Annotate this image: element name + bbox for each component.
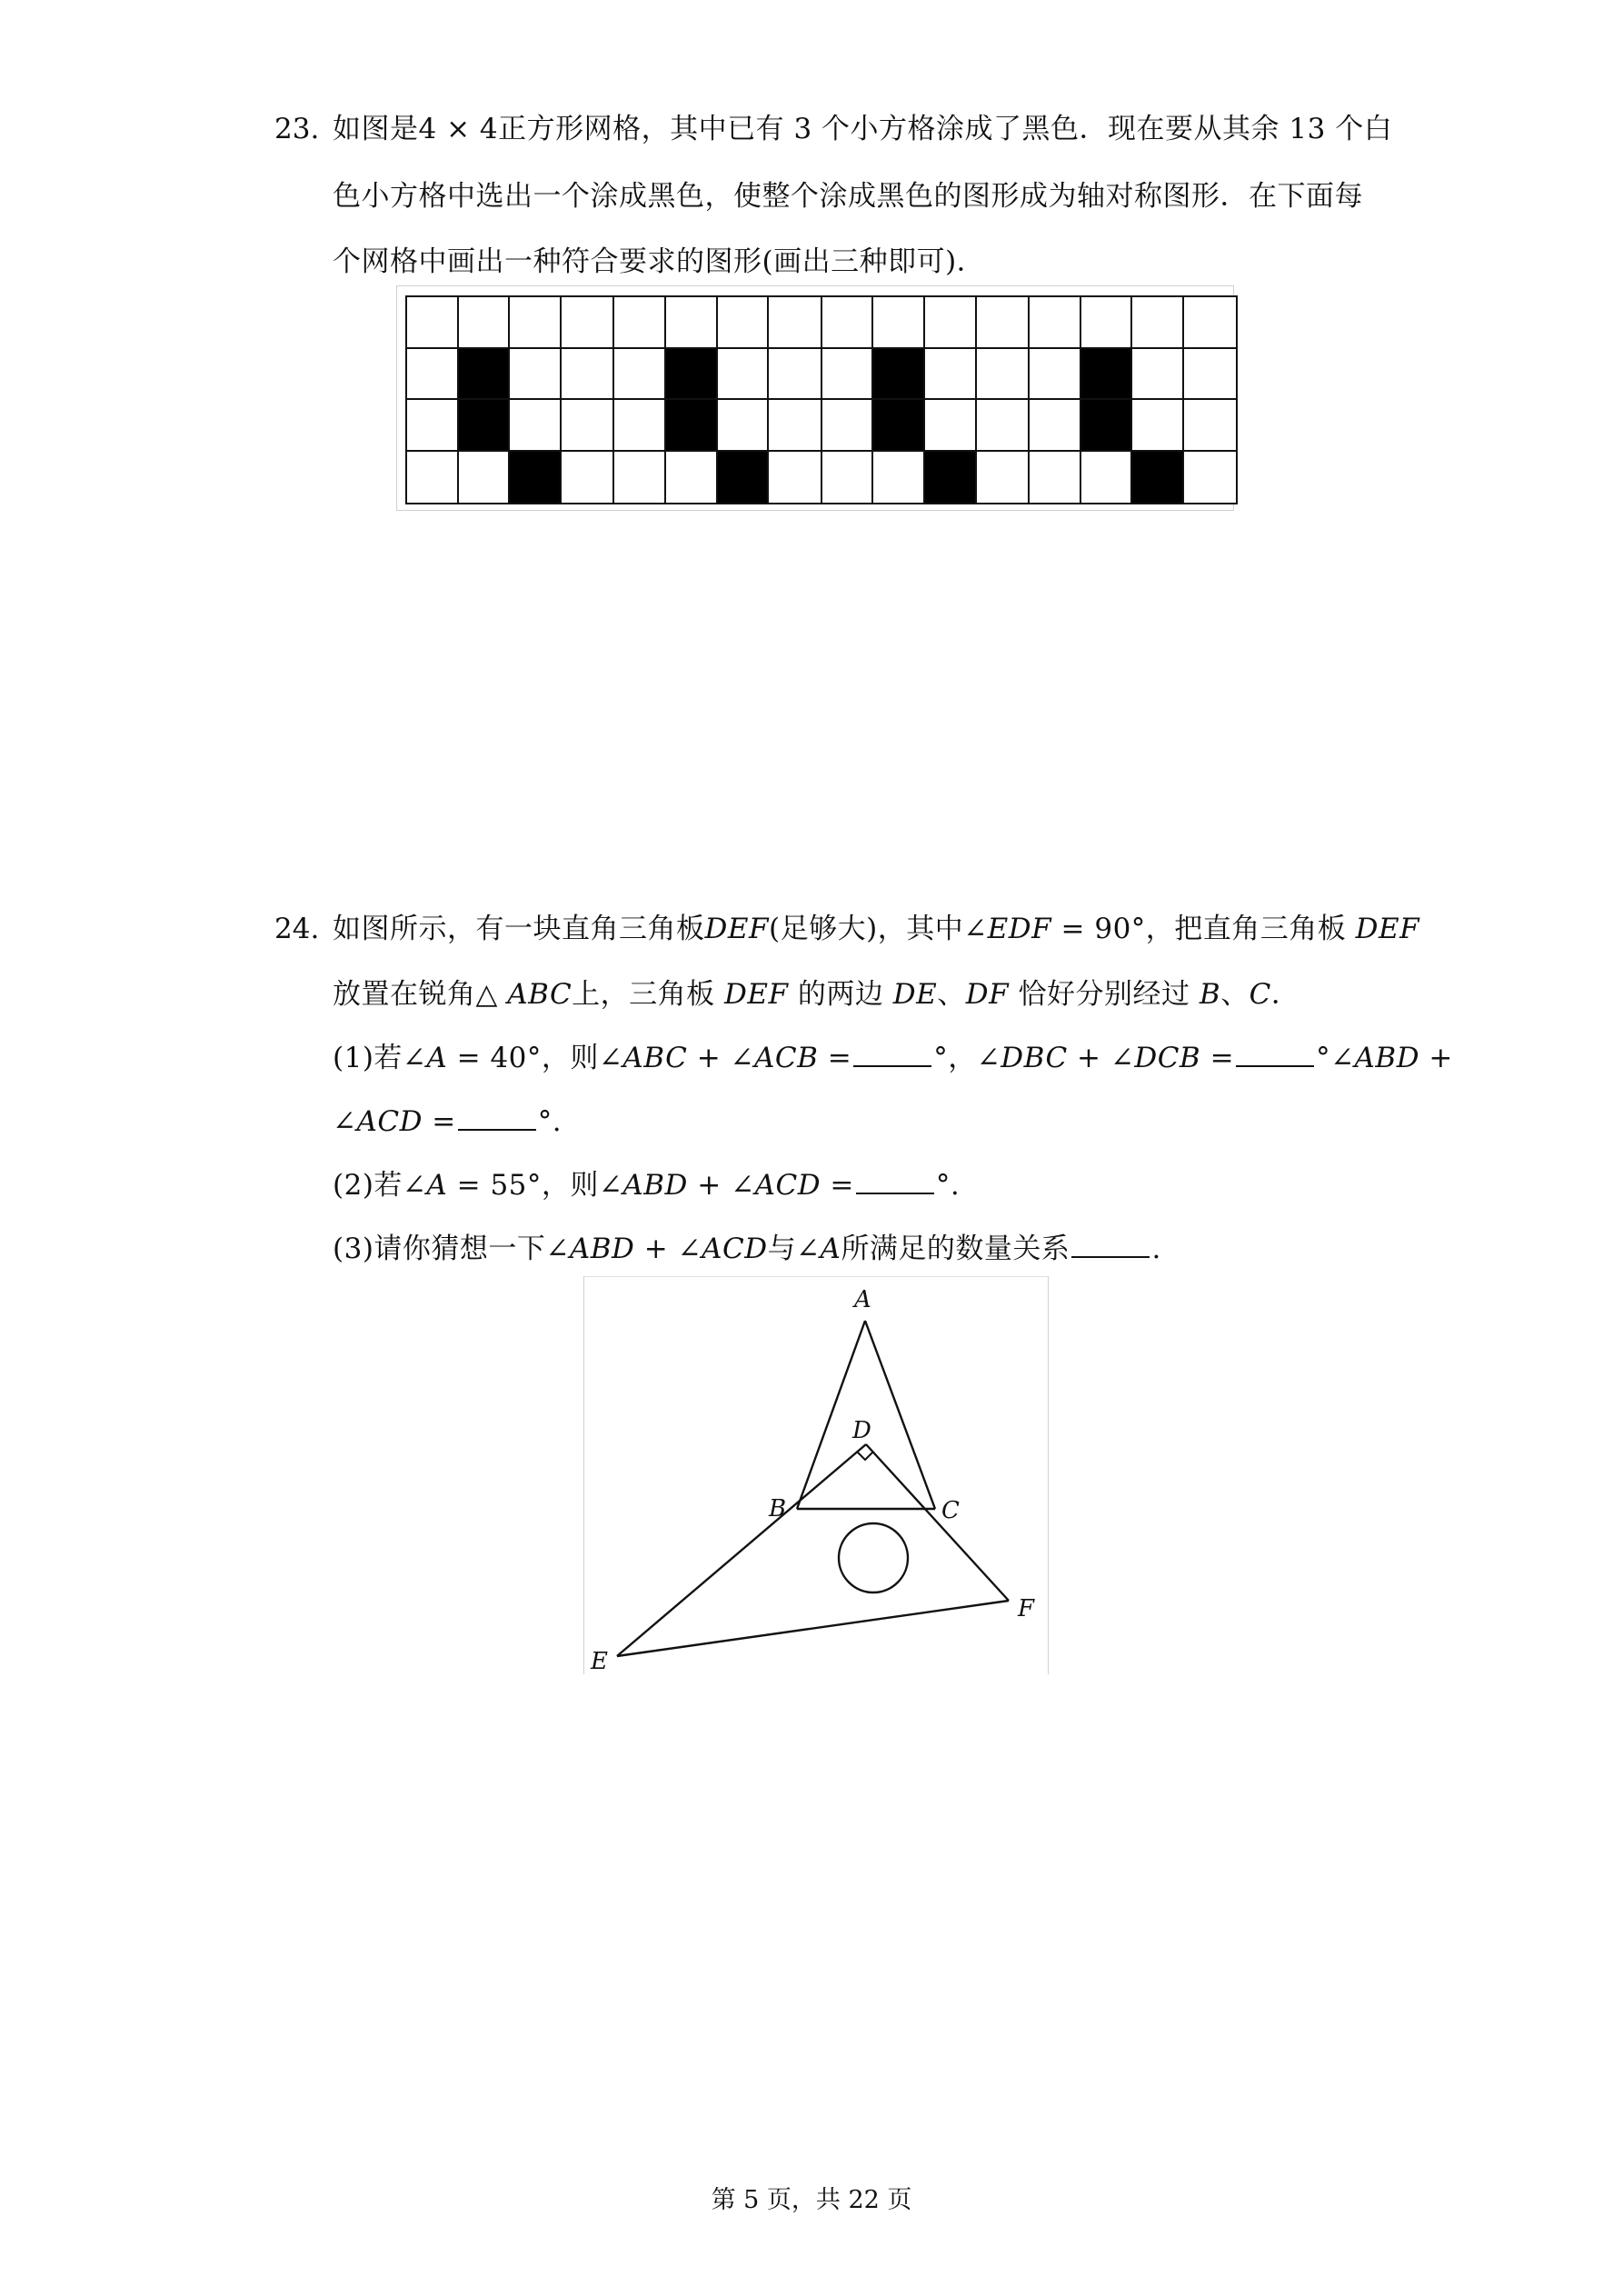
math-text: ABD [1354,1042,1420,1074]
grid-cell-white[interactable] [977,452,1029,504]
math-text: C [1249,978,1271,1011]
grid-cell-white[interactable] [407,400,459,452]
grid-cell-white[interactable] [977,297,1029,349]
grid-cell-white[interactable] [407,297,459,349]
math-text: DE [892,978,938,1011]
text: = [821,1169,854,1202]
grid-cell-white[interactable] [925,349,977,401]
grid-4x4 [822,295,1030,504]
math-text: A [820,1233,841,1265]
grid-cell-black [873,349,925,401]
question-number: 24. [274,913,320,945]
grid-cell-white[interactable] [614,452,666,504]
text: 的两边 [788,978,893,1011]
answer-blank[interactable] [856,1169,934,1194]
text: (1)若∠ [333,1042,427,1074]
text: + ∠ [687,1169,755,1202]
sub-question-2 [333,1167,960,1203]
grid-cell-black [459,400,511,452]
text: °∠ [1316,1042,1355,1074]
math-text: A [426,1169,448,1202]
label-A: A [854,1286,871,1313]
grid-cell-white[interactable] [510,349,562,401]
sub-question-1 [333,1040,1453,1076]
text: = [818,1042,852,1074]
text: °. [537,1105,563,1138]
grid-cell-white[interactable] [1030,349,1081,401]
grid-cell-black [873,400,925,452]
grid-cell-white[interactable] [769,452,821,504]
text: = [1200,1042,1235,1074]
text: 、 [937,978,966,1011]
text: (2)若∠ [333,1169,427,1202]
grid-4x4 [1030,295,1237,504]
math-text: ABD [569,1233,635,1265]
text: 上，三角板 [572,978,725,1011]
grid-cell-white[interactable] [822,297,874,349]
question-text-line: 如图是4 × 4正方形网格，其中已有 3 个小方格涂成了黑色．现在要从其余 13 个白 [333,113,1393,145]
question-text-line: 色小方格中选出一个涂成黑色，使整个涂成黑色的图形成为轴对称图形．在下面每 [333,180,1363,213]
grid-cell-white[interactable] [822,400,874,452]
grid-cell-white[interactable] [666,452,718,504]
grid-cell-white[interactable] [1184,452,1236,504]
grid-cell-white[interactable] [769,349,821,401]
segment-DF [866,1444,1009,1601]
grid-cell-white[interactable] [977,349,1029,401]
grid-cell-white[interactable] [510,400,562,452]
answer-blank[interactable] [1071,1233,1150,1258]
segment-AB [797,1321,865,1509]
triangle-figure [583,1276,1049,1674]
answer-blank[interactable] [853,1042,931,1067]
math-text: ACD [356,1105,423,1138]
grid-cell-white[interactable] [614,297,666,349]
label-F: F [1018,1595,1035,1622]
circle-hole [839,1523,908,1592]
grid-cell-white[interactable] [1184,400,1236,452]
sub-question-3 [333,1231,1161,1267]
grid-cell-white[interactable] [769,400,821,452]
text: °，∠ [933,1042,1001,1074]
text: 与∠ [767,1233,821,1265]
grid-cell-white[interactable] [1184,297,1236,349]
math-text: ABD [622,1169,688,1202]
grid-cell-white[interactable] [1030,400,1081,452]
math-text: DEF [704,913,769,945]
grid-cell-black [666,349,718,401]
text: 如图所示，有一块直角三角板 [333,913,705,945]
grid-cell-white[interactable] [666,297,718,349]
math-text: ABC [622,1042,688,1074]
math-text: ACD [702,1233,768,1265]
label-C: C [941,1497,960,1524]
grid-cell-white[interactable] [459,452,511,504]
grid-cell-white[interactable] [459,297,511,349]
right-angle-mark [857,1452,872,1460]
text: + ∠ [1067,1042,1135,1074]
text: + ∠ [687,1042,755,1074]
grid-cell-white[interactable] [873,297,925,349]
question-text-line [333,976,1299,1013]
answer-blank[interactable] [1236,1042,1314,1067]
grid-4x4 [614,295,821,504]
grid-cell-white[interactable] [1081,452,1133,504]
grid-cell-black [666,400,718,452]
grid-cell-white[interactable] [769,297,821,349]
math-text: ABC [507,978,573,1011]
grid-cell-white[interactable] [1030,297,1081,349]
segment-EF [617,1601,1009,1656]
answer-blank[interactable] [458,1105,536,1131]
label-D: D [852,1417,871,1444]
text: 所满足的数量关系 [841,1233,1070,1265]
question-text-line: 个网格中画出一种符合要求的图形(画出三种即可)． [333,245,986,278]
text: = [422,1105,456,1138]
grid-cell-white[interactable] [1132,400,1184,452]
text: = 40°，则∠ [447,1042,623,1074]
grid-cell-white[interactable] [1081,297,1133,349]
math-text: DBC [1001,1042,1068,1074]
text: °. [935,1169,961,1202]
text: + ∠ [634,1233,702,1265]
grid-cell-white[interactable] [614,400,666,452]
grid-cell-white[interactable] [562,297,613,349]
page-footer: 第 5 页，共 22 页 [711,2186,912,2214]
math-text: DF [965,978,1010,1011]
grid-cell-white[interactable] [562,349,613,401]
math-text: DEF [1355,913,1420,945]
grid-cell-black [925,452,977,504]
question-text-line [333,911,1419,947]
text: (3)请你猜想一下∠ [333,1233,570,1265]
text: (足够大)，其中∠ [769,913,988,945]
grid-cell-white[interactable] [873,452,925,504]
grid-cell-white[interactable] [562,400,613,452]
math-text: B [1199,978,1221,1011]
label-E: E [591,1648,608,1674]
grid-cell-white[interactable] [1184,349,1236,401]
math-text: ACB [754,1042,819,1074]
grid-cell-white[interactable] [822,452,874,504]
math-text: DEF [724,978,789,1011]
grid-cell-white[interactable] [718,297,770,349]
segment-DE [617,1444,866,1656]
text: + [1419,1042,1453,1074]
grid-cell-white[interactable] [822,349,874,401]
grid-4x4 [405,295,614,504]
grid-cell-white[interactable] [1030,452,1081,504]
grid-cell-white[interactable] [407,349,459,401]
text: 放置在锐角△ [333,978,508,1011]
text: 恰好分别经过 [1009,978,1200,1011]
grid-cell-white[interactable] [1132,349,1184,401]
grid-cell-white[interactable] [407,452,459,504]
grid-cell-white[interactable] [562,452,613,504]
grid-cell-black [1081,400,1133,452]
sub-question-1-cont [333,1103,562,1140]
math-text: DCB [1134,1042,1201,1074]
grid-figure [405,295,1238,504]
grid-cell-white[interactable] [614,349,666,401]
grid-cell-white[interactable] [1132,297,1184,349]
text: ∠ [333,1105,357,1138]
text: 、 [1220,978,1250,1011]
grid-cell-black [459,349,511,401]
grid-cell-white[interactable] [925,297,977,349]
grid-cell-black [1081,349,1133,401]
text: = 55°，则∠ [447,1169,623,1202]
grid-cell-white[interactable] [510,297,562,349]
math-text: A [426,1042,448,1074]
grid-cell-black [1132,452,1184,504]
text: ． [1270,978,1300,1011]
grid-cell-white[interactable] [718,349,770,401]
math-text: EDF [987,913,1052,945]
math-text: ACD [754,1169,821,1202]
grid-cell-white[interactable] [925,400,977,452]
grid-cell-white[interactable] [977,400,1029,452]
label-B: B [769,1495,787,1522]
text: . [1151,1233,1161,1265]
grid-cell-black [510,452,562,504]
text: = 90°，把直角三角板 [1051,913,1356,945]
grid-cell-black [718,452,770,504]
question-number: 23. [274,113,320,145]
grid-cell-white[interactable] [718,400,770,452]
